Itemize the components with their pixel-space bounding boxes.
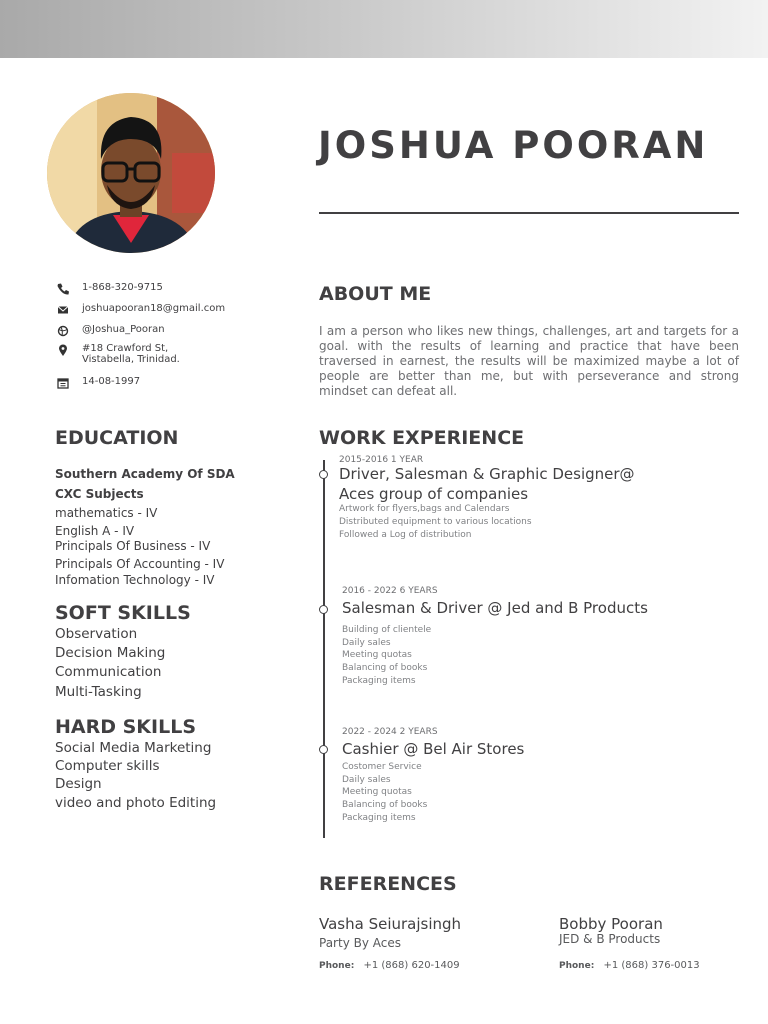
job-task: Followed a Log of distribution <box>339 530 472 540</box>
job-date: 2016 - 2022 6 YEARS <box>342 586 438 596</box>
job-task: Costomer Service <box>342 762 422 772</box>
job-date: 2022 - 2024 2 YEARS <box>342 727 438 737</box>
calendar-icon <box>56 376 70 390</box>
timeline-dot <box>319 470 328 479</box>
education-subjects-label: CXC Subjects <box>55 487 144 501</box>
soft-skill-item: Decision Making <box>55 645 166 661</box>
name-divider <box>319 212 739 214</box>
job-task: Meeting quotas <box>342 787 412 797</box>
about-text: I am a person who likes new things, challenges, art and targets for a goal. with the results of learning and practice that have been traversed in earnest, the results will be maximized maybe a lot of people are better than me, but with perseverance and strong mindset can defeat all. <box>319 324 739 398</box>
education-subject: mathematics - IV <box>55 506 158 520</box>
job-title: Salesman & Driver @ Jed and B Products <box>342 599 648 617</box>
hard-skills-heading: HARD SKILLS <box>55 716 196 738</box>
social-icon <box>56 324 70 338</box>
job-task: Artwork for flyers,bags and Calendars <box>339 504 510 514</box>
handle-text: @Joshua_Pooran <box>82 324 165 335</box>
references-heading: REFERENCES <box>319 873 457 895</box>
soft-skill-item: Communication <box>55 664 162 680</box>
education-heading: EDUCATION <box>55 427 179 449</box>
job-task: Balancing of books <box>342 663 428 673</box>
hard-skill-item: Computer skills <box>55 758 160 774</box>
education-school: Southern Academy Of SDA <box>55 467 235 481</box>
timeline-dot <box>319 745 328 754</box>
hard-skill-item: Social Media Marketing <box>55 740 212 756</box>
reference-phone <box>319 960 460 971</box>
job-task: Distributed equipment to various locations <box>339 517 532 527</box>
job-task: Meeting quotas <box>342 650 412 660</box>
address-line-2: Vistabella, Trinidad. <box>82 354 180 365</box>
about-heading: ABOUT ME <box>319 283 432 305</box>
header-banner <box>0 0 768 58</box>
mail-icon <box>56 303 70 317</box>
job-task: Packaging items <box>342 813 416 823</box>
soft-skill-item: Observation <box>55 626 138 642</box>
job-task: Building of clientele <box>342 625 432 635</box>
email-text: joshuapooran18@gmail.com <box>82 303 226 314</box>
reference-name: Bobby Pooran <box>559 915 663 933</box>
reference-phone-label: Phone: <box>319 961 355 971</box>
dob-text: 14-08-1997 <box>82 376 141 387</box>
work-heading: WORK EXPERIENCE <box>319 427 525 449</box>
job-title: Cashier @ Bel Air Stores <box>342 740 525 758</box>
reference-phone-number: +1 (868) 620-1409 <box>363 960 460 971</box>
hard-skill-item: Design <box>55 776 102 792</box>
phone-icon <box>56 282 70 296</box>
reference-phone-number: +1 (868) 376-0013 <box>603 960 700 971</box>
soft-skills-heading: SOFT SKILLS <box>55 602 191 624</box>
phone-text: 1-868-320-9715 <box>82 282 163 293</box>
address-text <box>82 343 180 365</box>
reference-phone <box>559 960 700 971</box>
timeline-dot <box>319 605 328 614</box>
job-task: Packaging items <box>342 676 416 686</box>
education-subject: Infomation Technology - IV <box>55 573 215 587</box>
education-subject: English A - IV <box>55 524 135 538</box>
education-subject: Principals Of Accounting - IV <box>55 557 225 571</box>
reference-company: Party By Aces <box>319 936 401 950</box>
candidate-name: JOSHUA POORAN <box>318 124 709 167</box>
location-pin-icon <box>56 343 70 357</box>
hard-skill-item: video and photo Editing <box>55 795 217 811</box>
reference-company: JED & B Products <box>559 932 661 946</box>
job-task: Balancing of books <box>342 800 428 810</box>
reference-name: Vasha Seiurajsingh <box>319 915 462 933</box>
education-subject: Principals Of Business - IV <box>55 539 211 553</box>
soft-skill-item: Multi-Tasking <box>55 684 142 700</box>
work-timeline-line <box>323 460 325 838</box>
reference-phone-label: Phone: <box>559 961 595 971</box>
profile-photo-illustration <box>47 93 215 253</box>
profile-photo <box>47 93 215 253</box>
job-date: 2015-2016 1 YEAR <box>339 455 424 465</box>
job-title: Driver, Salesman & Graphic Designer@ <box>339 465 635 483</box>
address-line-1: #18 Crawford St, <box>82 343 169 354</box>
job-task: Daily sales <box>342 775 391 785</box>
job-task: Daily sales <box>342 638 391 648</box>
job-title-continued: Aces group of companies <box>339 485 529 503</box>
